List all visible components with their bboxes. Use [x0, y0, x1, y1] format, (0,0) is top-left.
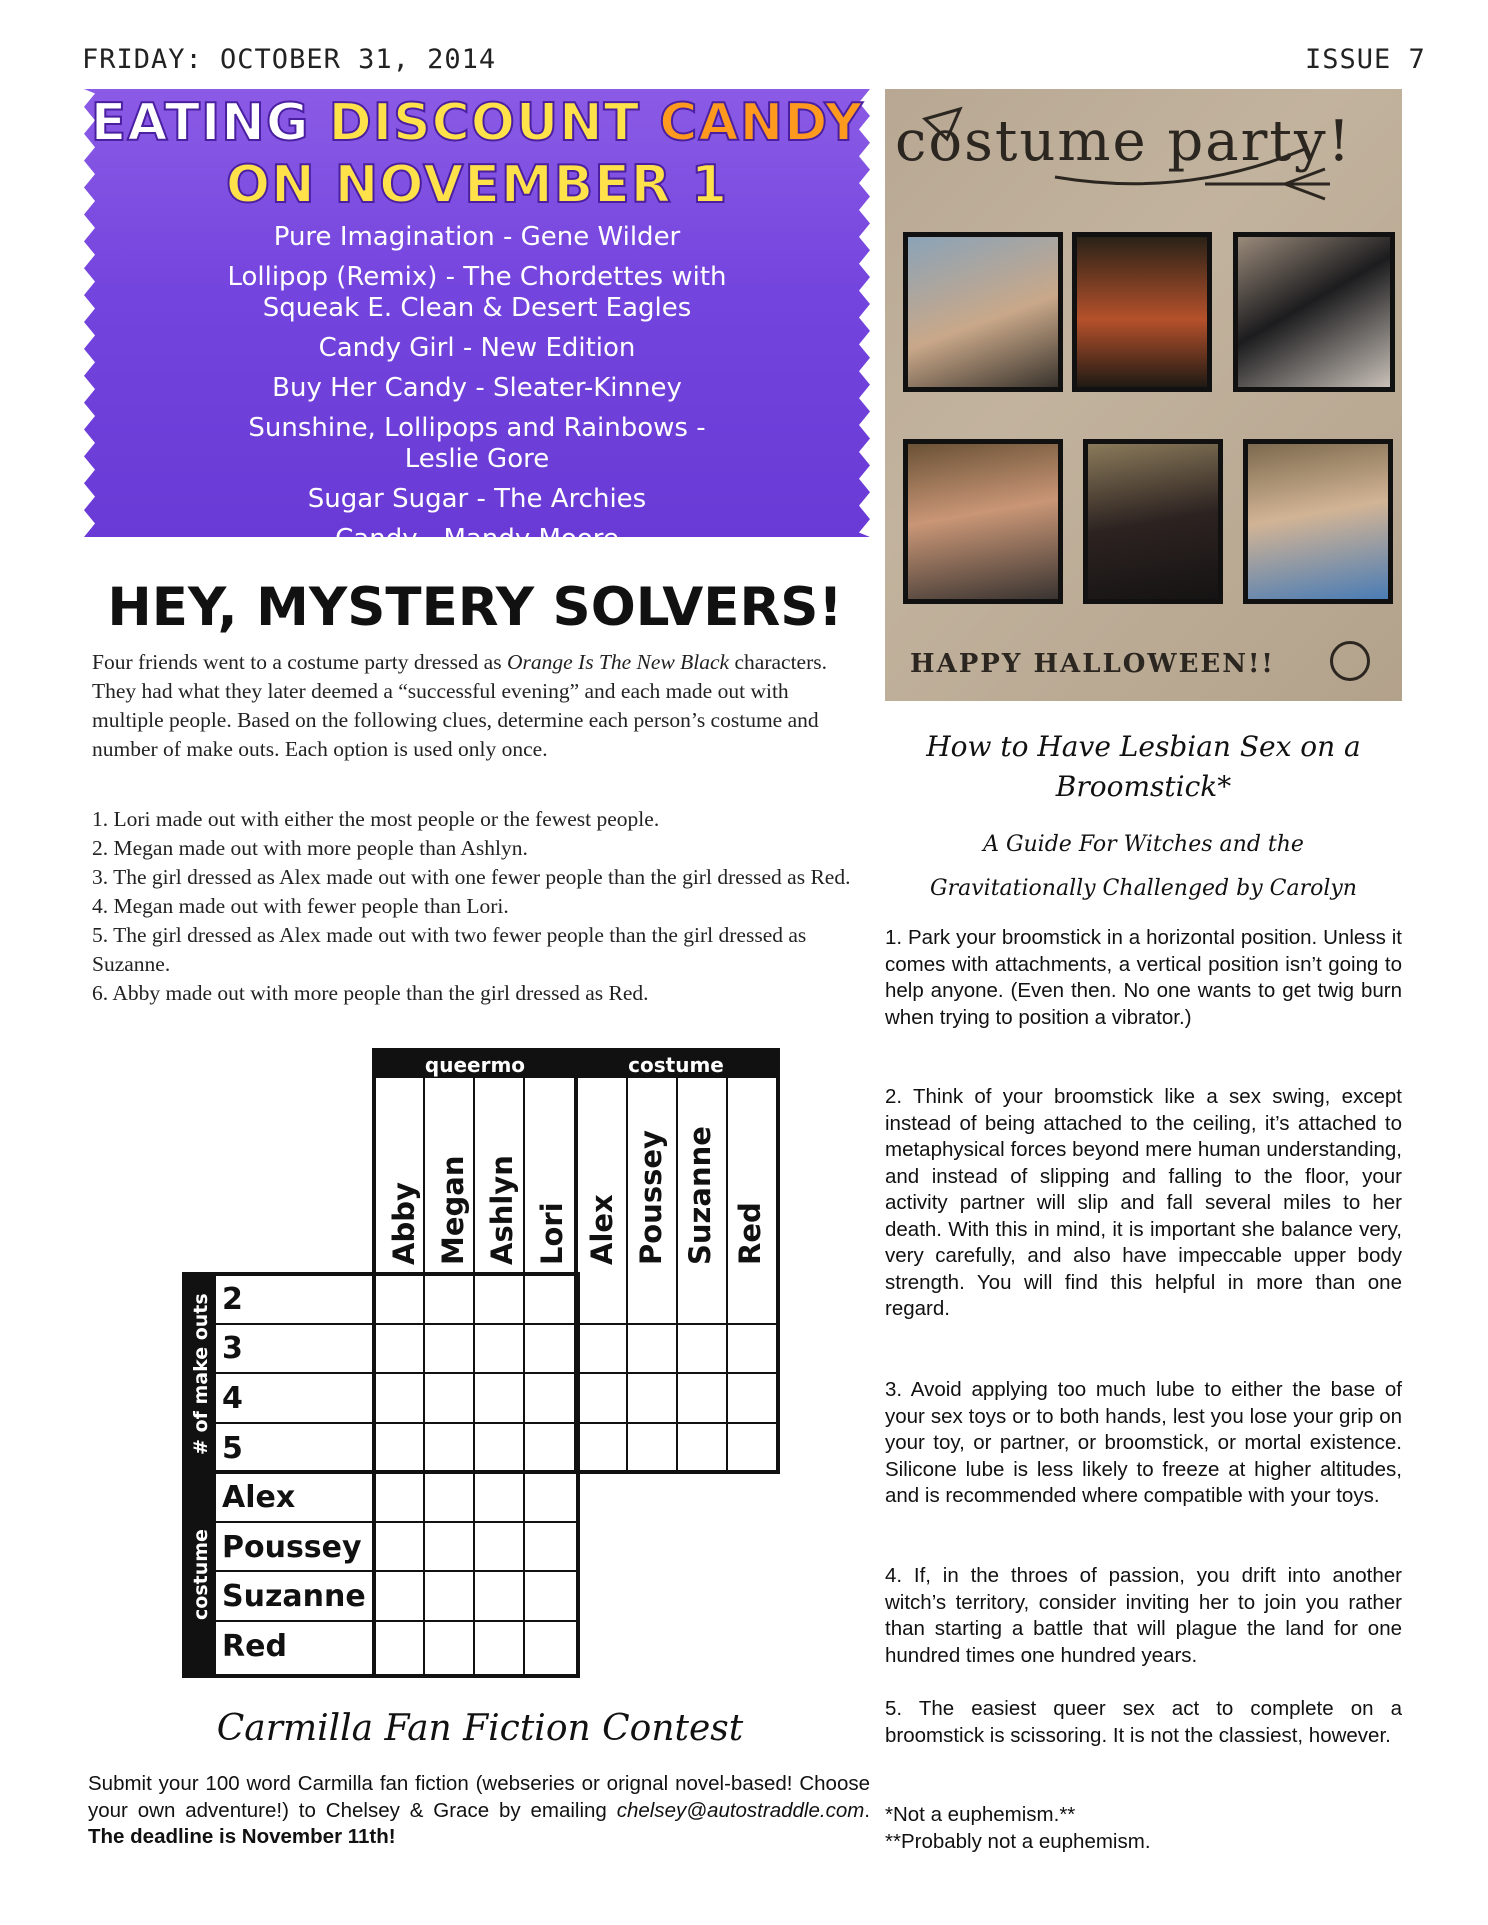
article-footnote: **Probably not a euphemism.	[885, 1830, 1151, 1853]
banner-word-eating: EATING	[90, 93, 310, 153]
pumpkin-icon	[1330, 641, 1370, 681]
grid-row-suzanne: Suzanne	[222, 1579, 366, 1614]
article-subtitle: A Guide For Witches and the Gravitationally Challenged by Carolyn	[930, 832, 1357, 901]
song-item: Buy Her Candy - Sleater-Kinney	[272, 373, 682, 403]
grid-row-4: 4	[222, 1381, 243, 1416]
song-item: Sugar Sugar - The Archies	[307, 484, 647, 514]
grid-row-3: 3	[222, 1331, 243, 1366]
issue-number: ISSUE 7	[1305, 44, 1426, 75]
grid-group-queermo: queermo	[376, 1052, 574, 1078]
mystery-title: HEY, MYSTERY SOLVERS!	[107, 577, 843, 638]
banner-word-candy: CANDY	[659, 93, 864, 153]
banner-title-line2: ON NOVEMBER 1	[225, 155, 729, 215]
costume-photo-5	[1083, 439, 1223, 604]
grid-col-megan: Megan	[436, 1155, 470, 1265]
contest-deadline: The deadline is November 11th!	[88, 1825, 396, 1848]
song-item: Candy Girl - New Edition	[318, 333, 636, 363]
grid-col-abby: Abby	[387, 1182, 421, 1265]
costume-photo-4	[903, 439, 1063, 604]
grid-col-poussey: Poussey	[634, 1130, 668, 1265]
song-item: Candy - Mandy Moore	[335, 524, 619, 554]
article-paragraph: 3. Avoid applying too much lube to either the base of your sex toys or to both hands, lest you lose your grip on your toy, or partner, or broomstick, or mortal existence. Silicone lube is less likely to freeze at higher altitudes, and is recommended where compatible with your toys.	[885, 1378, 1402, 1507]
article-footnote: *Not a euphemism.**	[885, 1803, 1076, 1826]
grid-col-suzanne: Suzanne	[683, 1126, 717, 1265]
grid-side-makeouts: # of make outs	[186, 1276, 216, 1472]
grid-row-5: 5	[222, 1431, 243, 1466]
grid-row-2: 2	[222, 1282, 243, 1317]
clue-item: 6. Abby made out with more people than the girl dressed as Red.	[92, 981, 649, 1005]
clue-item: 3. The girl dressed as Alex made out with one fewer people than the girl dressed as Red.	[92, 865, 851, 889]
grid-col-alex: Alex	[585, 1194, 619, 1265]
contest-body	[88, 1771, 870, 1851]
article-paragraph: 5. The easiest queer sex act to complete on a broomstick is scissoring. It is not the classiest, however.	[885, 1697, 1402, 1747]
issue-date: FRIDAY: OCTOBER 31, 2014	[82, 44, 497, 75]
song-item: Lollipop (Remix) - The Chordettes with Squeak E. Clean & Desert Eagles	[227, 262, 727, 323]
song-item: Sunshine, Lollipops and Rainbows - Leslie Gore	[248, 413, 706, 474]
contest-text: .	[864, 1798, 870, 1822]
banner-word-discount: DISCOUNT	[328, 93, 641, 153]
costume-photo-6	[1243, 439, 1393, 604]
contest-title: Carmilla Fan Fiction Contest	[216, 1708, 744, 1749]
grid-col-ashlyn: Ashlyn	[485, 1155, 519, 1265]
contest-email-link[interactable]: chelsey@autostraddle.com	[616, 1798, 865, 1822]
costume-party-photo	[885, 89, 1402, 701]
clue-item: 4. Megan made out with fewer people than Lori.	[92, 894, 509, 918]
costume-photo-1	[903, 232, 1063, 392]
costume-party-heading: costume party!	[895, 109, 1353, 174]
article-paragraph: 2. Think of your broomstick like a sex swing, except instead of being attached to the ceiling, it’s attached to metaphysical forces beyond mere human understanding, and instead of slipping and falling to the floor, your activity partner will slip and fall several miles to her death. With this in mind, it is important she balance very, very carefully, and also have impeccable upper body strength. You will find this helpful in more than one regard.	[885, 1085, 1402, 1320]
song-item: Pure Imagination - Gene Wilder	[273, 222, 681, 252]
grid-col-red: Red	[733, 1202, 767, 1265]
grid-row-red: Red	[222, 1629, 287, 1664]
hat-doodle-icon	[885, 89, 1402, 701]
intro-text: characters. They had what they later deemed a “successful evening” and each made out with multiple people. Based on the following clues, determine each person’s costume and number of make outs. Each option is used only once.	[92, 650, 827, 761]
grid-group-costume: costume	[575, 1052, 777, 1078]
costume-photo-3	[1233, 232, 1395, 392]
grid-col-lori: Lori	[535, 1202, 569, 1265]
article-paragraph: 4. If, in the throes of passion, you drift into another witch’s territory, consider inviting her to join you rather than starting a battle that will plague the land for one hundred times one hundred years.	[885, 1564, 1402, 1667]
intro-text: Four friends went to a costume party dressed as	[92, 650, 507, 674]
clue-item: 1. Lori made out with either the most people or the fewest people.	[92, 807, 660, 831]
article-paragraph: 1. Park your broomstick in a horizontal position. Unless it comes with attachments, a vertical position isn’t going to help anyone. (Even then. No one wants to get twig burn when trying to position a vibrator.)	[885, 926, 1402, 1029]
clue-item: 5. The girl dressed as Alex made out with two fewer people than the girl dressed as Suzanne.	[92, 923, 807, 976]
clue-item: 2. Megan made out with more people than Ashlyn.	[92, 836, 528, 860]
grid-side-costume: costume	[186, 1474, 216, 1676]
show-title: Orange Is The New Black	[506, 650, 730, 674]
article-title: How to Have Lesbian Sex on a Broomstick*	[926, 730, 1361, 803]
contest-text: Submit your 100 word Carmilla fan fiction (webseries or orignal novel-based! Choose your own adventure!) to Chelsey & Grace by emailing	[88, 1772, 870, 1822]
grid-row-alex: Alex	[222, 1480, 296, 1515]
happy-halloween-text: HAPPY HALLOWEEN!!	[910, 649, 1275, 679]
costume-photo-2	[1072, 232, 1212, 392]
grid-row-poussey: Poussey	[222, 1530, 362, 1565]
